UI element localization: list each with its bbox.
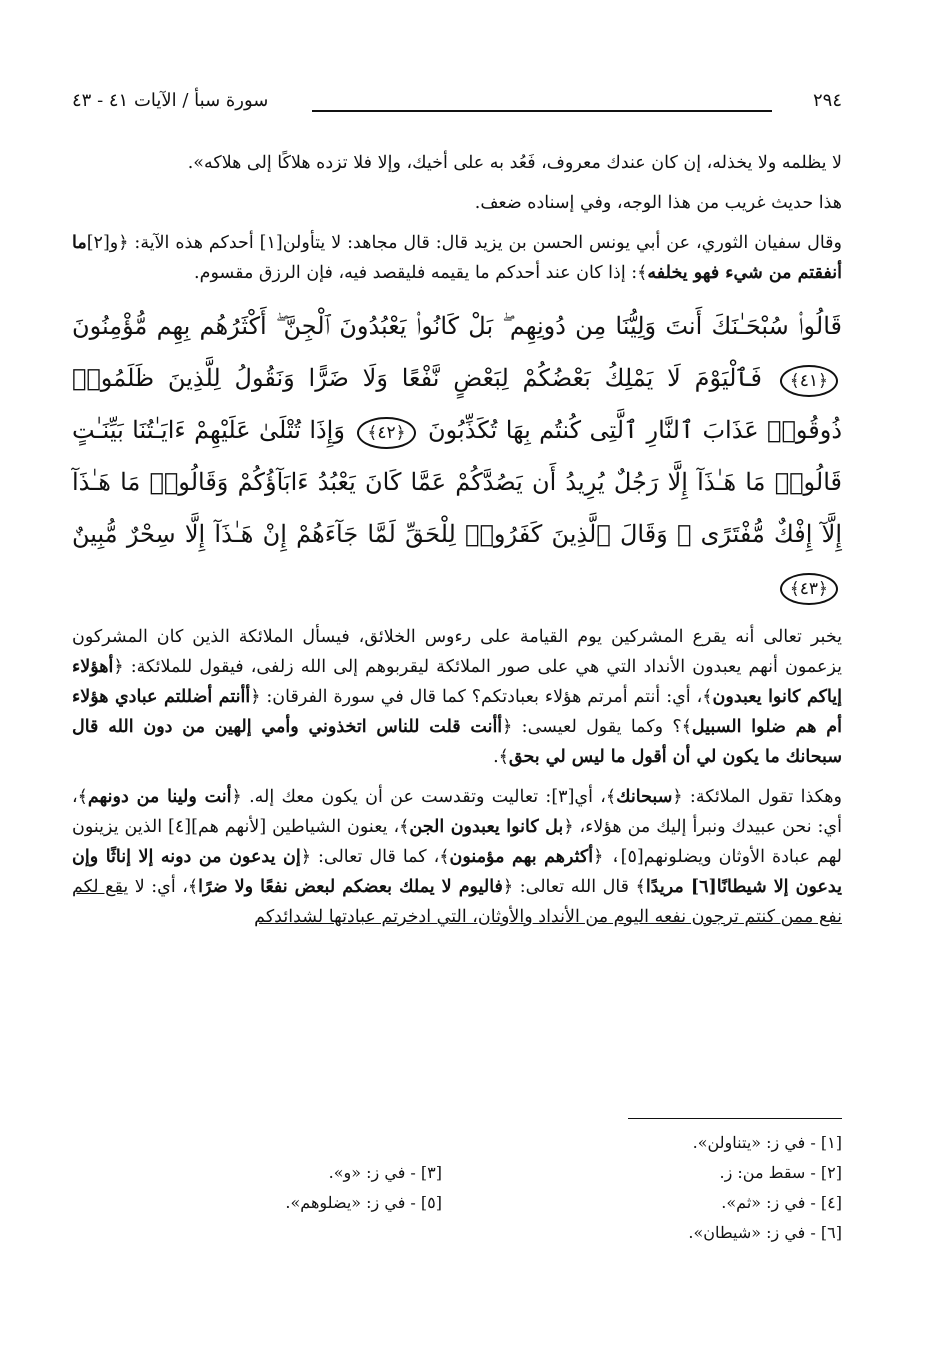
- tafsir-text: ﴾، أي: نحن عبيدك ونبرأ إليك من هؤلاء، ﴿: [72, 787, 842, 837]
- footnote-rule: [628, 1118, 842, 1119]
- header-rule: [312, 110, 772, 112]
- footnote-row: [72, 1128, 842, 1158]
- tafsir-text: ﴾، يعنون الشياطين [لأنهم هم][٤] الذين يزينون لهم عبادة الأوثان ويضلونهم[٥]، ﴿: [72, 817, 843, 867]
- footnote-row: [72, 1188, 842, 1218]
- page-header: [72, 90, 842, 124]
- quran-text: مُّؤْمِنُونَ: [72, 312, 148, 340]
- quran-quote: ما أنفقتم من شيء فهو يخلفه: [72, 233, 842, 283]
- footnote-row: [72, 1158, 842, 1188]
- footnote: [٤] - في ز: «ثم».: [721, 1193, 842, 1212]
- footnote-row: [72, 1218, 842, 1248]
- footnote: [١] - في ز: «يتناولن».: [692, 1133, 842, 1152]
- footnote: [٦] - في ز: «شيطان».: [688, 1223, 842, 1242]
- footnotes: [72, 1128, 842, 1248]
- quran-text: مَا هَـٰذَآ إِلَّا رَجُلٌ يُرِيدُ أَن يَصُدَّكُمْ عَمَّا كَانَ يَعْبُدُ ءَابَآؤُكُمْ وَقَالُوا۟ مَا هَـٰذَآ إِلَّآ: [72, 468, 842, 548]
- tafsir-text: وهكذا تقول الملائكة: ﴿: [672, 787, 842, 807]
- paragraph: لا يظلمه ولا يخذله، إن كان عندك معروف، فَعُد به على أخيك، وإلا فلا تزده هلاكًا إلى هلاكه».: [187, 153, 842, 173]
- quran-text: ذُوقُوا۟ عَذَابَ ٱلنَّارِ ٱلَّتِى كُنتُم بِهَا تُكَذِّبُونَ: [428, 416, 843, 444]
- paragraph: هذا حديث غريب من هذا الوجه، وفي إسناده ضعف.: [474, 193, 842, 213]
- tafsir-text: ﴾، كما قال تعالى: ﴿: [300, 847, 450, 867]
- tafsir-text: يخبر تعالى أنه يقرع المشركين يوم القيامة على رءوس الخلائق، فيسأل الملائكة الذين كان المشركون يزعمون أنهم يعبدون الأنداد التي هي على صور الملائكة ليقربوهم إلى الله زلفى، فيقول للملائكة: ﴿: [72, 627, 842, 677]
- quran-quote: أنت ولينا من دونهم: [87, 787, 232, 807]
- quran-quote: أأنت قلت للناس اتخذوني وأمي إلهين من دون الله قال سبحانك ما يكون لي أن أقول ما ليس لي بحق: [72, 717, 842, 767]
- footnote-empty: [72, 1128, 442, 1158]
- tafsir-paragraph: [72, 622, 842, 772]
- running-title: سورة سبأ / الآيات ٤١ - ٤٣: [72, 90, 269, 111]
- quran-quote: فاليوم لا يملك بعضكم لبعض نفعًا ولا ضرًا: [198, 877, 503, 897]
- tafsir-text: ﴾، أي: لا: [128, 877, 199, 897]
- quran-text: فَٱلْيَوْمَ لَا يَمْلِكُ بَعْضُكُمْ لِبَعْضٍ نَّفْعًا وَلَا ضَرًّا وَنَقُولُ لِلَّذِينَ ظَلَمُوا۟: [72, 364, 762, 392]
- tafsir-text: ﴾، أي[٣]: تعاليت وتقدست عن أن يكون معك إله. ﴿: [231, 787, 617, 807]
- quran-quote: إن يدعون من دونه إلا إناثًا وإن يدعون إلا شيطانًا[٦] مريدًا: [72, 847, 842, 897]
- paragraph-text: ﴾: إذا كان عند أحدكم ما يقيمه فليقصد فيه، فإن الرزق مقسوم.: [194, 263, 648, 283]
- footnote-empty: [72, 1218, 442, 1248]
- tafsir-text: يقع لكم نفع ممن كنتم ترجون نفعه اليوم من الأنداد والأوثان، التي ادخرتم عبادتها لشدائدكم: [72, 877, 842, 927]
- paragraph: [72, 228, 842, 288]
- tafsir-text: ﴾.: [493, 747, 509, 767]
- page-body: [72, 148, 842, 942]
- quran-text: وَإِذَا تُتْلَىٰ عَلَيْهِمْ ءَايَـٰتُنَا بَيِّنَـٰتٍ قَالُوا۟: [72, 416, 842, 496]
- tafsir-paragraph: [72, 782, 842, 932]
- tafsir-text: ﴾ قال الله تعالى: ﴿: [502, 877, 646, 897]
- quran-quote: أكثرهم بهم مؤمنون: [449, 847, 594, 867]
- quran-quote: أأنتم أضللتم عبادي هؤلاء أم هم ضلوا السبيل: [72, 687, 842, 737]
- paragraph-text: وقال سفيان الثوري، عن أبي يونس الحسن بن يزيد قال: قال مجاهد: لا يتأولن[١] أحدكم هذه الآية: ﴿و[٢]: [86, 233, 843, 253]
- tafsir-text: ﴾، أي: أنتم أمرتم هؤلاء بعبادتكم؟ كما قال في سورة الفرقان: ﴿: [250, 687, 713, 707]
- footnote: [٥] - في ز: «يضلوهم».: [285, 1193, 442, 1212]
- footnote: [٢] - سقط من: ز.: [719, 1163, 842, 1182]
- quran-quote: أهؤلاء إياكم كانوا يعبدون: [72, 657, 843, 707]
- ayah-number-marker: ﴿٤٢﴾: [357, 417, 415, 449]
- footnote: [٣] - في ز: «و».: [328, 1163, 442, 1182]
- page-number: ٢٩٤: [812, 90, 842, 111]
- quran-text: قَالُوا۟ سُبْحَـٰنَكَ أَنتَ وَلِيُّنَا مِن دُونِهِم ۖ بَلْ كَانُوا۟ يَعْبُدُونَ ٱلْجِنَّ ۖ أَكْثَرُهُم بِهِم: [156, 312, 842, 340]
- quran-quote: سبحانك: [616, 787, 673, 807]
- ayah-number-marker: ﴿٤٣﴾: [780, 573, 838, 605]
- quran-block: [72, 300, 842, 612]
- quran-text: إِفْكٌ مُّفْتَرًى ۚ وَقَالَ ٱلَّذِينَ كَفَرُوا۟ لِلْحَقِّ لَمَّا جَآءَهُمْ إِنْ هَـٰذَآ إِلَّا سِحْرٌ مُّبِينٌ: [72, 520, 813, 548]
- tafsir-text: ﴾؟ وكما يقول لعيسى: ﴿: [502, 717, 692, 737]
- ayah-number-marker: ﴿٤١﴾: [780, 365, 838, 397]
- quran-quote: بل كانوا يعبدون الجن: [409, 817, 564, 837]
